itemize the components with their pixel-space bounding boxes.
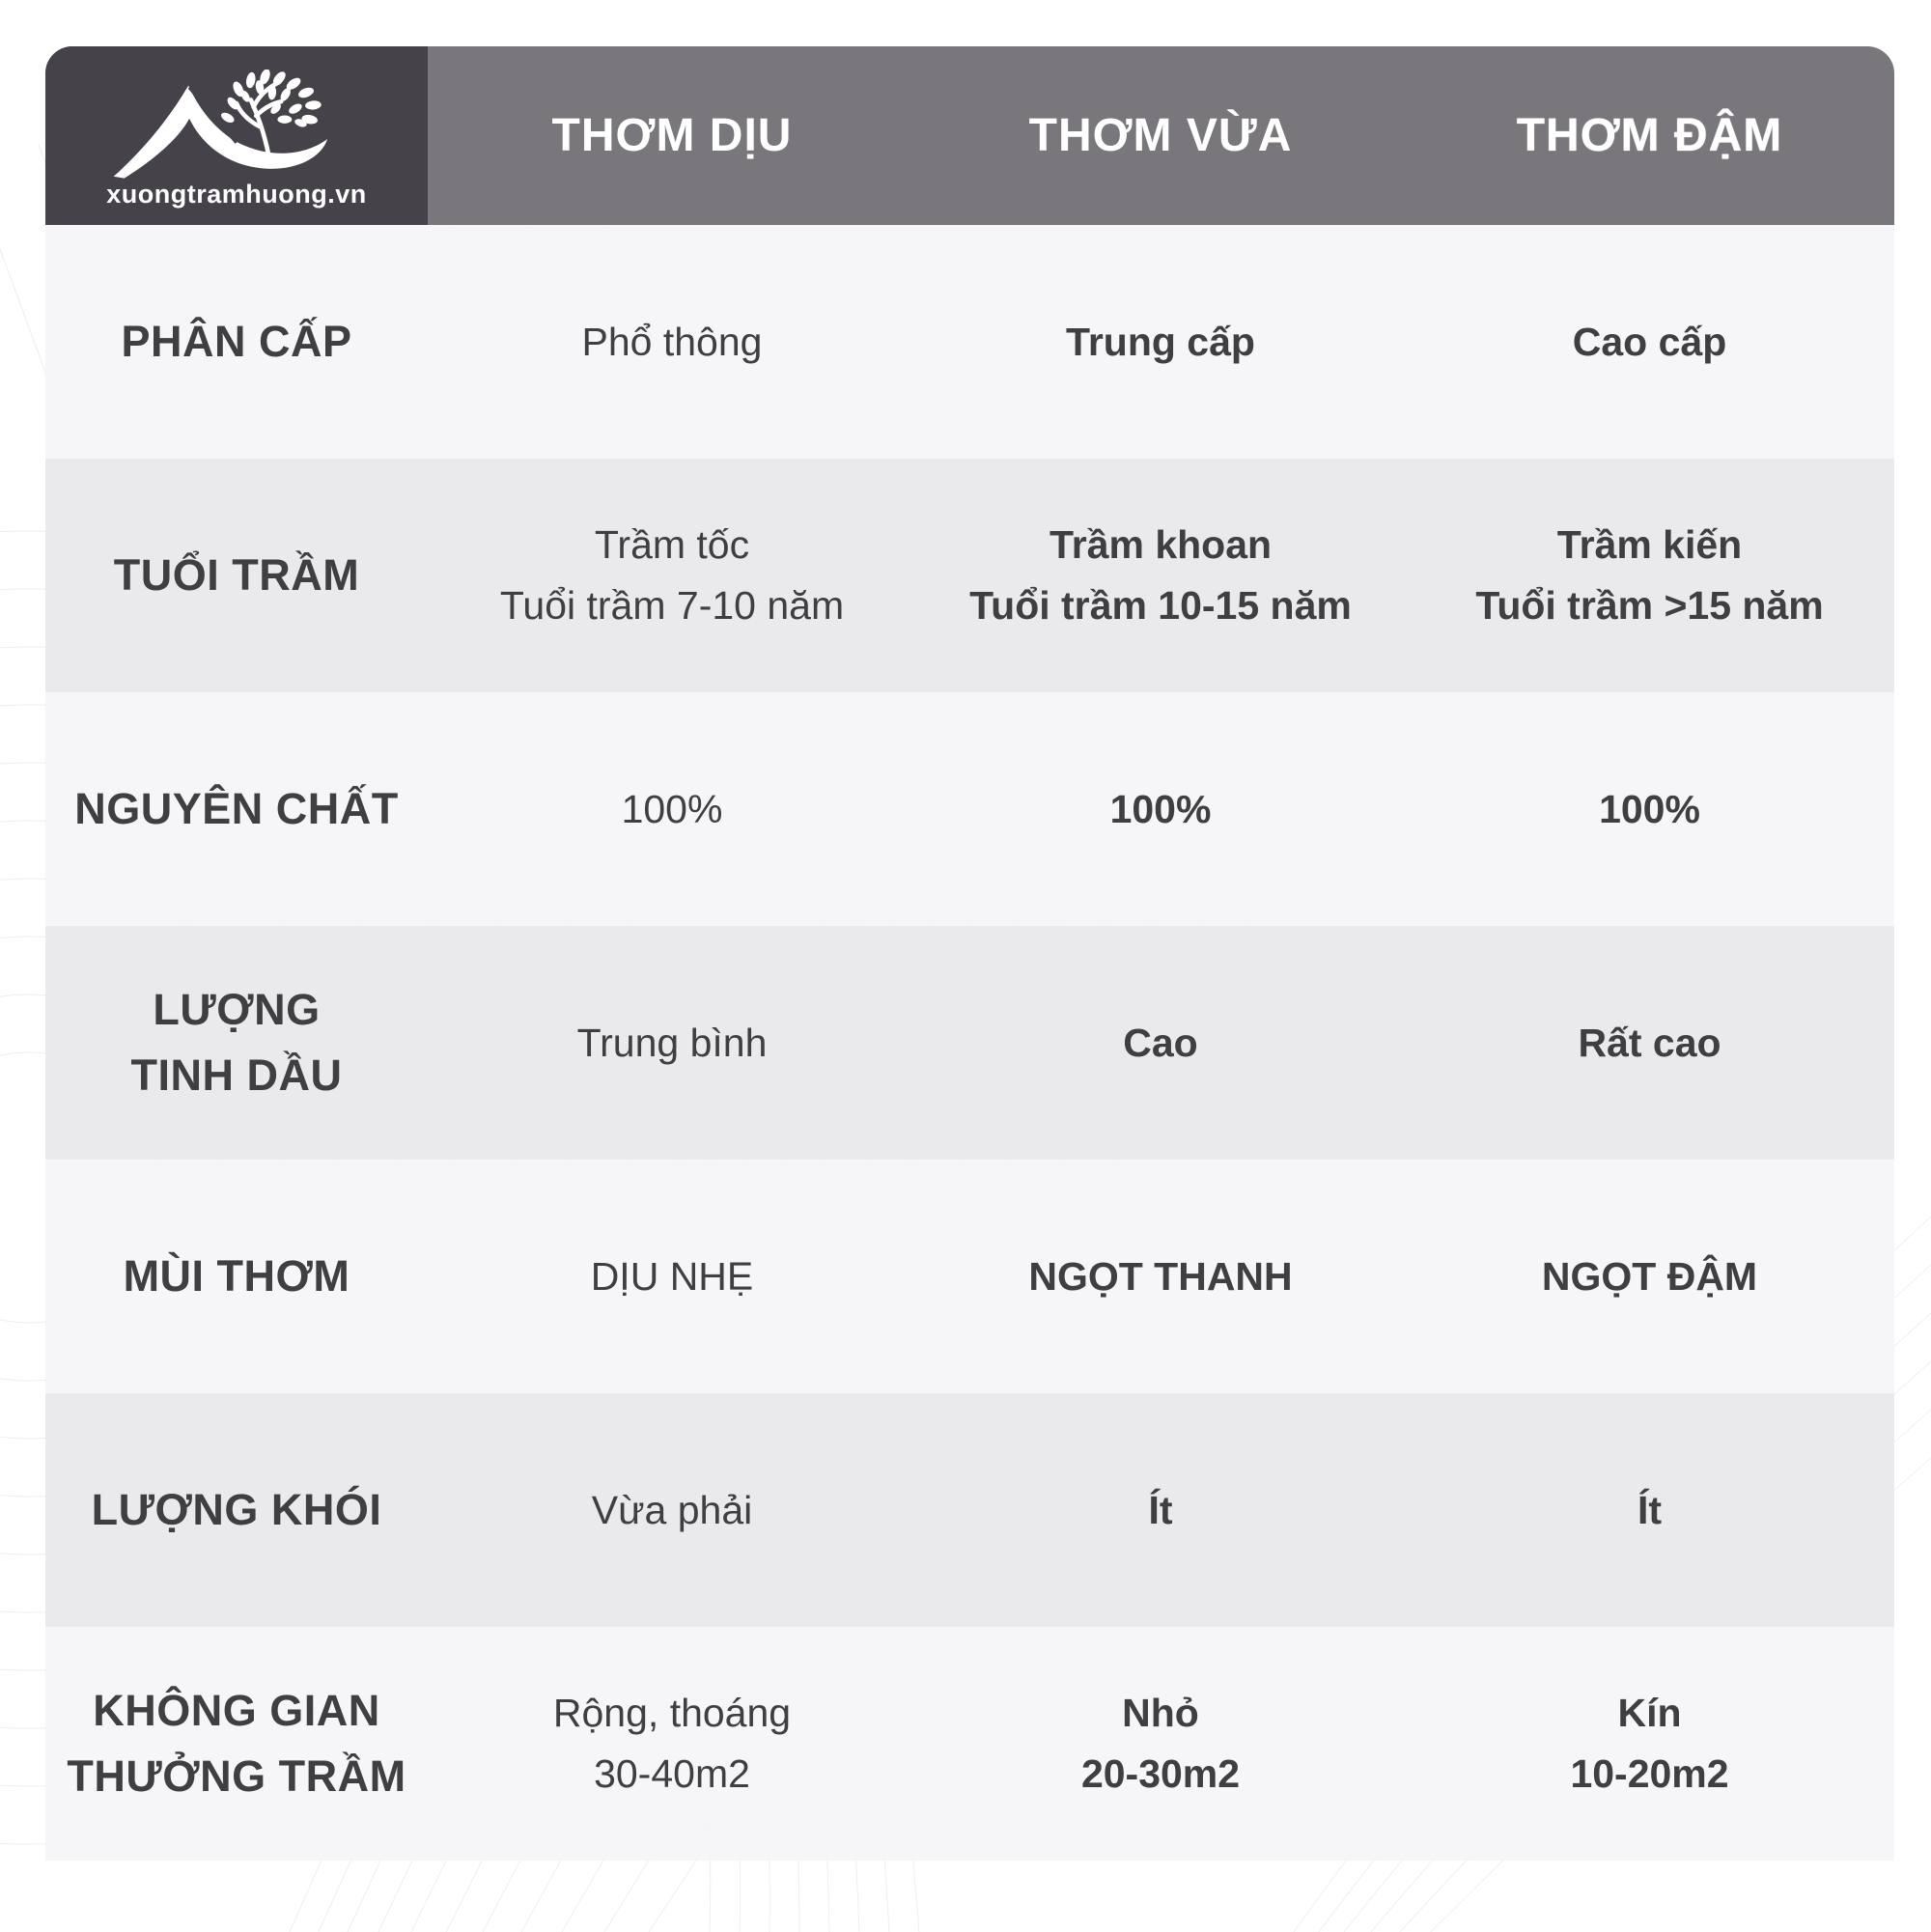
- row-label: MÙI THƠM: [123, 1251, 350, 1301]
- mountain-tree-logo-icon: [101, 70, 372, 185]
- brand-domain: xuongtramhuong.vn: [106, 180, 367, 209]
- column-header-thom-dam: THƠM ĐẬM: [1516, 110, 1783, 161]
- row-label: LƯỢNG KHÓI: [91, 1485, 382, 1534]
- cell-thom-diu: 100%: [621, 786, 723, 831]
- cell-thom-dam: NGỌT ĐẬM: [1541, 1253, 1758, 1299]
- cell-thom-dam: Trầm kiến Tuổi trầm >15 năm: [1475, 522, 1824, 628]
- table-header-row: [45, 46, 1894, 225]
- table-row: [45, 692, 1894, 926]
- cell-thom-diu: Vừa phải: [591, 1487, 753, 1532]
- cell-thom-vua: Cao: [1123, 1020, 1198, 1065]
- cell-thom-vua: Ít: [1148, 1487, 1173, 1532]
- cell-thom-vua: 100%: [1109, 786, 1212, 831]
- column-header-thom-vua: THƠM VỪA: [1028, 110, 1293, 161]
- cell-thom-diu: Rộng, thoáng 30-40m2: [552, 1691, 792, 1796]
- table-row: [45, 225, 1894, 459]
- row-label: KHÔNG GIAN THƯỞNG TRẦM: [67, 1686, 406, 1801]
- cell-thom-dam: 100%: [1599, 786, 1700, 831]
- cell-thom-dam: Ít: [1637, 1487, 1663, 1532]
- cell-thom-diu: Phổ thông: [581, 319, 763, 364]
- cell-thom-vua: NGỌT THANH: [1028, 1253, 1293, 1299]
- cell-thom-dam: Rất cao: [1578, 1020, 1721, 1065]
- cell-thom-vua: Nhỏ 20-30m2: [1080, 1691, 1241, 1796]
- table-row: [45, 459, 1894, 692]
- cell-thom-diu: Trầm tốc Tuổi trầm 7-10 năm: [499, 522, 845, 628]
- table-row: [45, 1160, 1894, 1393]
- table-row: [45, 1627, 1894, 1861]
- cell-thom-dam: Cao cấp: [1572, 319, 1727, 364]
- table-body: [45, 225, 1894, 1861]
- cell-thom-diu: DỊU NHẸ: [590, 1253, 754, 1299]
- cell-thom-vua: Trung cấp: [1066, 319, 1255, 364]
- row-label: LƯỢNG TINH DẦU: [130, 985, 343, 1100]
- row-label: NGUYÊN CHẤT: [74, 784, 399, 833]
- table-row: [45, 1393, 1894, 1627]
- column-header-thom-diu: THƠM DỊU: [551, 110, 793, 161]
- row-label: TUỔI TRẦM: [113, 550, 360, 600]
- cell-thom-vua: Trầm khoan Tuổi trầm 10-15 năm: [969, 522, 1352, 628]
- comparison-table: [45, 46, 1894, 1861]
- cell-thom-dam: Kín 10-20m2: [1570, 1691, 1729, 1796]
- brand-logo: [45, 46, 428, 225]
- row-label: PHÂN CẤP: [121, 317, 352, 366]
- cell-thom-diu: Trung bình: [576, 1020, 768, 1065]
- table-row: [45, 926, 1894, 1160]
